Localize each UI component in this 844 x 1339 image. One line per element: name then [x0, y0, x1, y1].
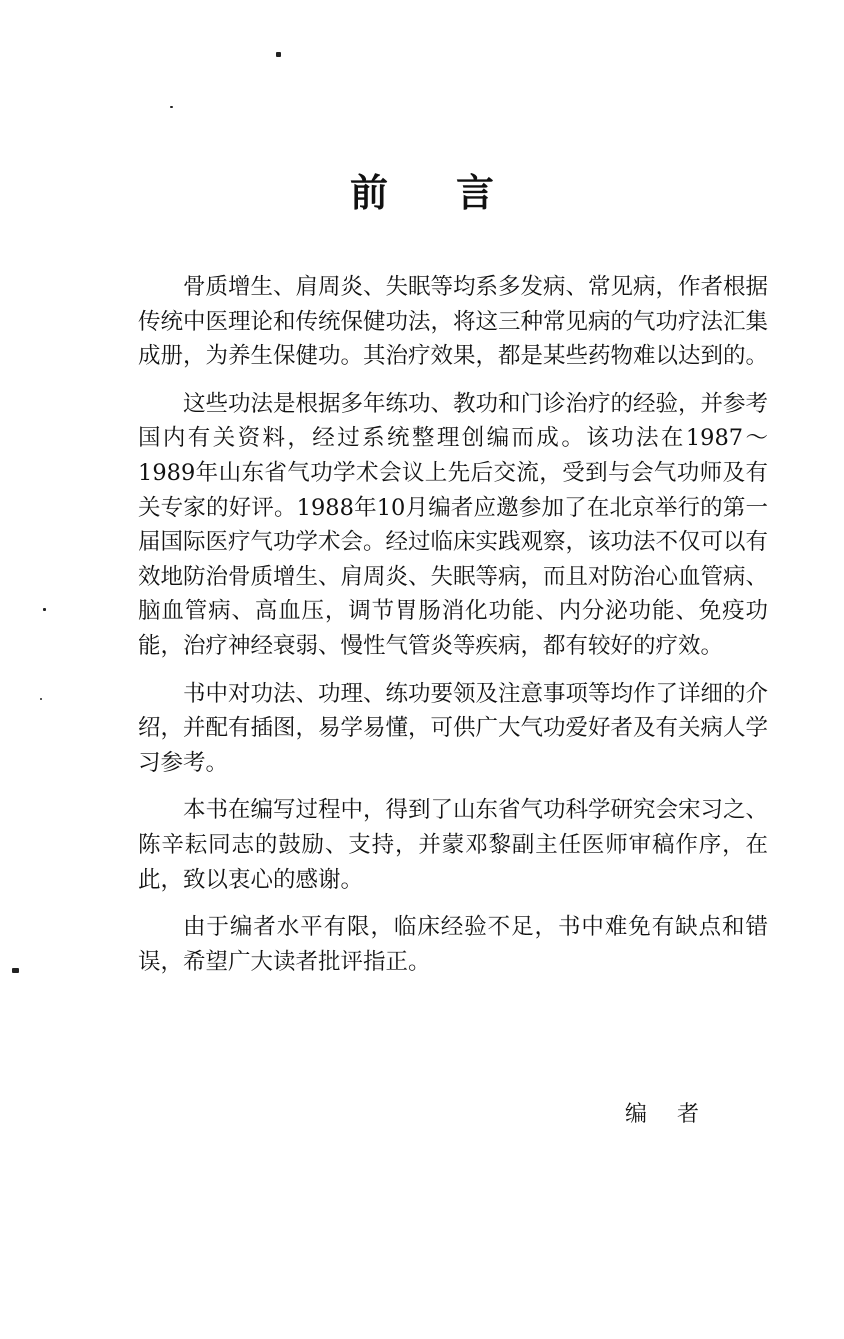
- scan-speck: [170, 106, 173, 108]
- paragraph: 书中对功法、功理、练功要领及注意事项等均作了详细的介绍，并配有插图，易学易懂，可供广大气功爱好者及有关病人学习参考。: [138, 680, 769, 776]
- preface-body: [138, 270, 768, 992]
- paragraph: 由于编者水平有限，临床经验不足，书中难免有缺点和错误，希望广大读者批评指正。: [138, 914, 768, 975]
- scan-speck: [276, 52, 281, 57]
- scan-speck: [40, 698, 42, 700]
- paragraph: 本书在编写过程中，得到了山东省气功科学研究会宋习之、陈辛耘同志的鼓励、支持，并蒙邓黎副主任医师审稿作序，在此，致以衷心的感谢。: [138, 797, 769, 893]
- author-signature: 编者: [625, 1102, 730, 1127]
- scan-speck: [43, 608, 46, 611]
- paragraph: 这些功法是根据多年练功、教功和门诊治疗的经验，并参考国内有关资料，经过系统整理创编而成。该功法在1987～1989年山东省气功学术会议上先后交流，受到与会气功师及有关专家的好评。1988年10月编者应邀参加了在北京举行的第一届国际医疗气功学术会。经过临床实践观察，该功法不仅可以有效地防治骨质增生、肩周炎、失眠等病，而且对防治心血管病、脑血管病、高血压，调节胃肠消化功能、内分泌功能、免疫功能，治疗神经衰弱、慢性气管炎等疾病，都有较好的疗效。: [138, 390, 769, 659]
- scan-speck: [12, 968, 19, 973]
- paragraph: 骨质增生、肩周炎、失眠等均系多发病、常见病，作者根据传统中医理论和传统保健功法，将这三种常见病的气功疗法汇集成册，为养生保健功。其治疗效果，都是某些药物难以达到的。: [138, 274, 769, 370]
- page-title: 前言: [349, 170, 562, 215]
